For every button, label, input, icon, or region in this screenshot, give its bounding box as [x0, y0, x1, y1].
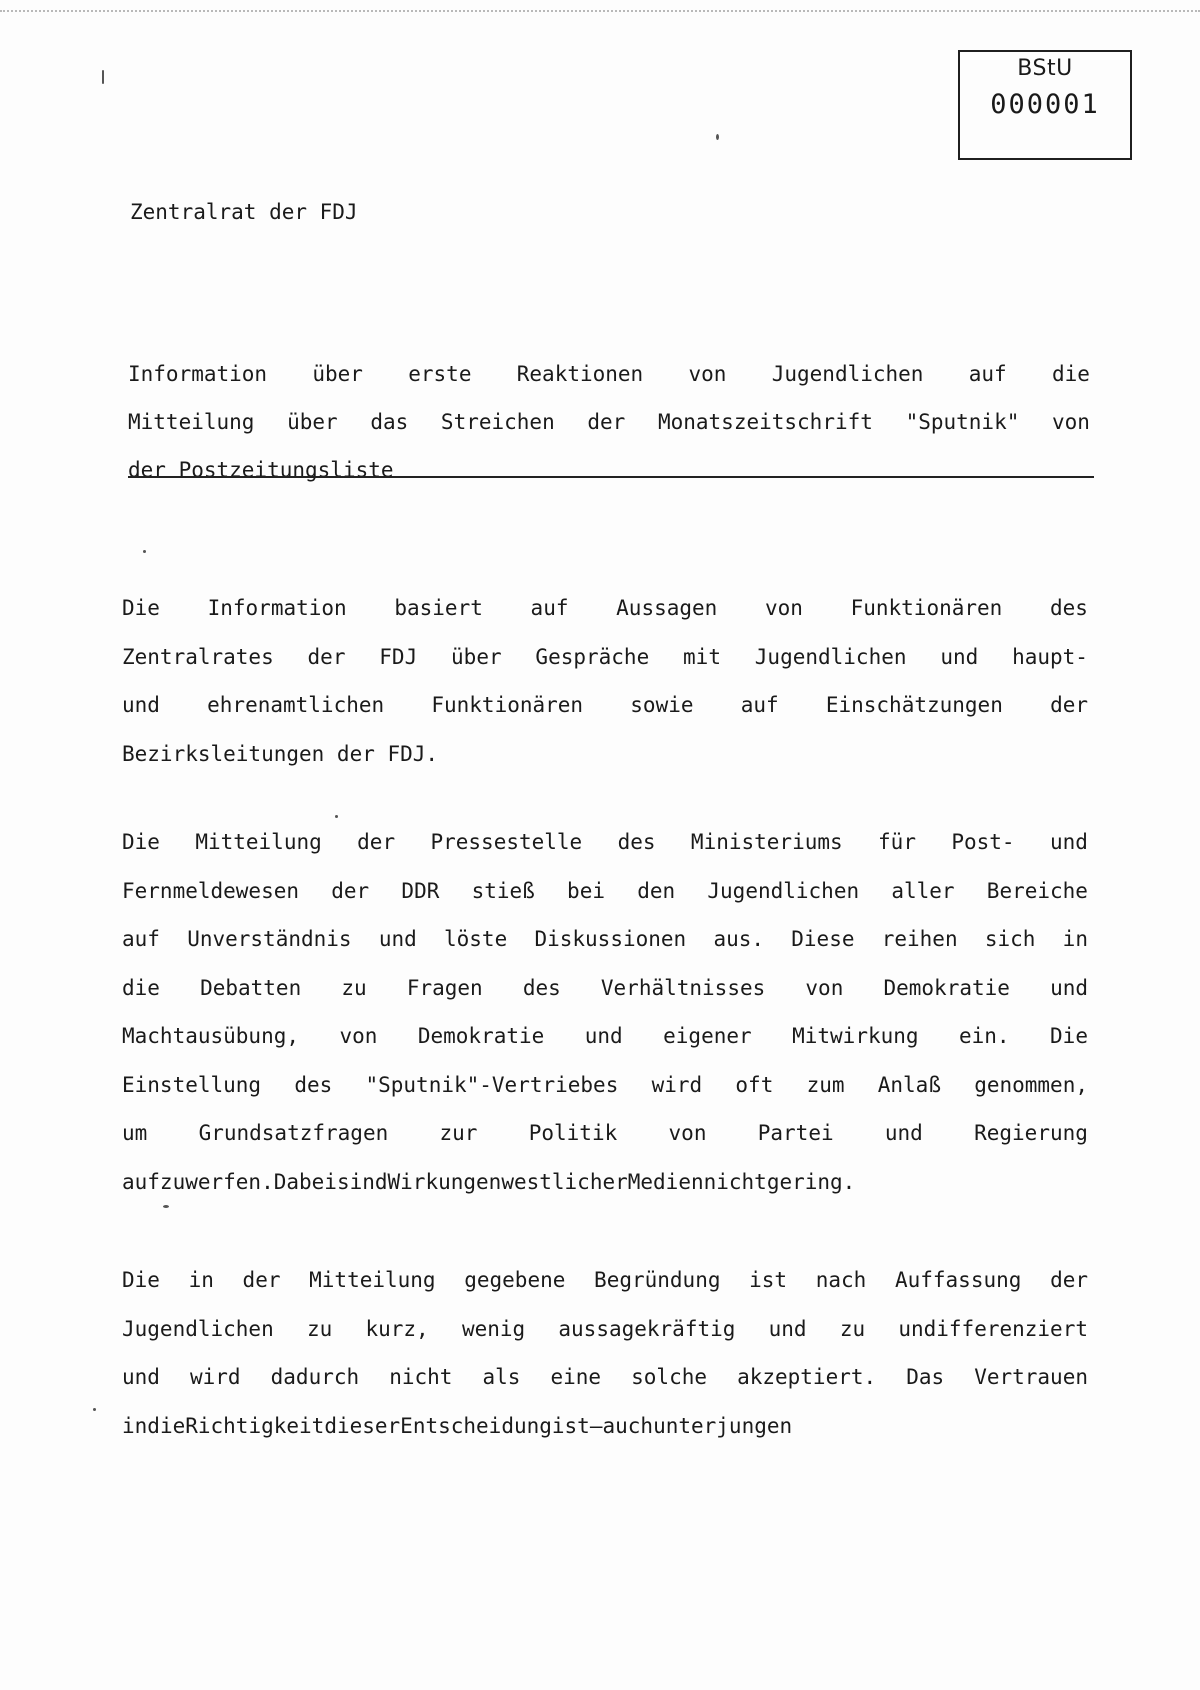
word: nach — [815, 1268, 867, 1292]
word: wenig — [461, 1316, 526, 1341]
word: des — [522, 975, 561, 1000]
word: als — [482, 1365, 521, 1389]
word: Medien — [627, 1169, 704, 1194]
word: ehrenamtlichen — [207, 693, 385, 717]
text-line — [122, 818, 1088, 867]
word: die — [1051, 362, 1090, 386]
word: Demokratie — [417, 1024, 545, 1048]
word: Streichen — [440, 410, 555, 434]
word: Mitwirkung — [792, 1024, 919, 1048]
word: gegebene — [464, 1268, 566, 1292]
word: oft — [735, 1072, 774, 1097]
word: sind — [336, 1169, 388, 1194]
title-underline — [128, 476, 1094, 478]
word: mit — [683, 644, 721, 669]
scan-top-edge — [0, 10, 1200, 12]
word: Die — [122, 596, 160, 620]
word: jungen — [716, 1413, 793, 1438]
text-line — [122, 1402, 1088, 1451]
word: zur — [439, 1121, 478, 1145]
word: Fragen — [406, 975, 483, 1000]
word: in — [122, 1413, 148, 1438]
word: auf — [968, 362, 1007, 386]
word: der — [1050, 1268, 1088, 1292]
word: nicht — [703, 1169, 767, 1194]
word: reihen — [881, 927, 958, 951]
word: Richtigkeit — [185, 1413, 325, 1438]
word: von — [339, 1024, 378, 1048]
word: Bezirksleitungen der FDJ. — [122, 741, 439, 766]
word: der — [307, 644, 346, 669]
word: Demokratie — [883, 975, 1010, 1000]
text-line — [122, 730, 1088, 779]
word: und — [1049, 830, 1088, 854]
word: eine — [550, 1365, 602, 1389]
word: Gespräche — [535, 644, 650, 669]
word: Diese — [791, 927, 855, 951]
text-line — [128, 398, 1090, 446]
word: gering. — [766, 1169, 856, 1194]
word: Vertrauen — [974, 1365, 1088, 1389]
word: Verhältnisses — [600, 975, 766, 1000]
word: genommen, — [974, 1072, 1088, 1097]
word: Dabei — [273, 1169, 337, 1194]
word: Fernmeldewesen — [122, 878, 300, 903]
text-line — [122, 633, 1088, 682]
word: Mitteilung — [195, 830, 322, 854]
word: Einstellung — [122, 1072, 262, 1097]
word: "Sputnik" — [905, 410, 1020, 434]
word: der — [1050, 693, 1088, 717]
word: um — [122, 1121, 148, 1145]
word: zum — [806, 1072, 845, 1097]
word: Information — [207, 596, 347, 620]
word: von — [1052, 410, 1090, 434]
word: Partei — [757, 1121, 834, 1145]
word: und — [122, 1365, 160, 1389]
word: der — [587, 410, 626, 434]
archive-stamp — [958, 50, 1132, 160]
text-line — [128, 350, 1090, 398]
paragraph-3 — [122, 1256, 1088, 1450]
text-line — [122, 1061, 1088, 1110]
word: die — [122, 975, 160, 1000]
word: auch — [602, 1413, 654, 1438]
word: und — [1050, 975, 1088, 1000]
word: solche — [631, 1365, 707, 1389]
word: ein. — [959, 1024, 1010, 1048]
word: Wirkungen — [387, 1169, 502, 1194]
word: Diskussionen — [534, 927, 687, 951]
word: in — [1062, 927, 1088, 951]
word: Monatszeitschrift — [657, 410, 873, 434]
word: bei — [567, 878, 605, 903]
word: Pressestelle — [430, 830, 583, 854]
word: "Sputnik"-Vertriebes — [365, 1072, 619, 1097]
word: Das — [906, 1365, 945, 1389]
word: Funktionären — [431, 693, 584, 717]
word: für — [878, 830, 916, 854]
text-line — [128, 446, 1090, 494]
word: FDJ — [379, 644, 418, 669]
word: und — [940, 644, 979, 669]
scan-speck — [93, 1408, 96, 1411]
word: Grundsatzfragen — [198, 1121, 389, 1145]
word: Die — [122, 1268, 160, 1292]
word: der — [331, 878, 370, 903]
word: Anlaß — [877, 1072, 941, 1097]
word: von — [688, 362, 727, 386]
word: löste — [444, 927, 508, 951]
word: der — [357, 830, 396, 854]
word: des — [1049, 596, 1088, 620]
word: – — [589, 1413, 603, 1438]
word: über — [287, 410, 338, 434]
word: undifferenziert — [898, 1316, 1088, 1341]
word: Mitteilung — [128, 410, 255, 434]
word: und — [378, 927, 417, 951]
word: Auffassung — [894, 1268, 1022, 1292]
word: die — [147, 1413, 186, 1438]
word: sich — [984, 927, 1036, 951]
stamp-number: 000001 — [990, 89, 1100, 120]
word: Die — [122, 830, 160, 854]
text-line — [122, 681, 1088, 730]
scan-speck — [716, 134, 719, 140]
word: Zentralrates — [122, 644, 274, 669]
text-line — [122, 964, 1088, 1013]
word: auf — [740, 693, 779, 717]
word: aufzuwerfen. — [122, 1169, 274, 1194]
word: haupt- — [1012, 644, 1088, 669]
word: des — [617, 830, 656, 854]
text-line — [122, 1012, 1088, 1061]
word: Einschätzungen — [825, 693, 1003, 717]
word: Aussagen — [616, 596, 718, 620]
word: wird — [190, 1365, 241, 1389]
word: von — [668, 1121, 707, 1145]
word: auf — [530, 596, 569, 620]
word: erste — [408, 362, 472, 386]
word: Mitteilung — [309, 1268, 436, 1292]
word: Jugendlichen — [771, 362, 924, 386]
word: Politik — [528, 1121, 618, 1145]
word: den — [637, 878, 676, 903]
word: unter — [653, 1413, 717, 1438]
word: zu — [839, 1316, 866, 1341]
word: sowie — [630, 693, 694, 717]
text-line — [122, 1158, 1088, 1207]
paragraph-2 — [122, 818, 1088, 1206]
word: Debatten — [200, 975, 302, 1000]
text-line — [122, 867, 1088, 916]
text-line — [122, 584, 1088, 633]
text-line — [122, 1256, 1088, 1305]
word: das — [370, 410, 409, 434]
paragraph-1 — [122, 584, 1088, 778]
word: dadurch — [270, 1365, 360, 1389]
word: Jugendlichen — [122, 1316, 274, 1341]
word: Funktionären — [850, 596, 1003, 620]
word: der Postzeitungsliste — [128, 458, 394, 482]
word: basiert — [394, 596, 483, 620]
word: DDR — [401, 878, 440, 903]
word: und — [768, 1316, 807, 1341]
word: von — [805, 975, 844, 1000]
word: Begründung — [594, 1268, 721, 1292]
word: und — [884, 1121, 923, 1145]
word: Jugendlichen — [754, 644, 907, 669]
word: Die — [1050, 1024, 1088, 1048]
word: Information — [128, 362, 268, 386]
word: aller — [891, 878, 955, 903]
stamp-label: BStU — [1017, 56, 1073, 81]
word: Reaktionen — [516, 362, 644, 386]
word: in — [188, 1268, 214, 1292]
word: der — [242, 1268, 281, 1292]
word: Ministeriums — [690, 830, 843, 854]
document-title — [128, 350, 1090, 494]
word: Post- — [951, 830, 1015, 854]
word: über — [312, 362, 363, 386]
word: eigener — [663, 1024, 752, 1048]
word: und — [584, 1024, 623, 1048]
word: Regierung — [974, 1121, 1088, 1145]
text-line — [122, 1109, 1088, 1158]
word: zu — [306, 1316, 333, 1341]
word: Bereiche — [986, 878, 1088, 903]
text-line — [122, 1353, 1088, 1402]
word: Machtausübung, — [122, 1024, 300, 1048]
word: und — [122, 693, 160, 717]
word: ist — [749, 1268, 788, 1292]
text-line — [122, 915, 1088, 964]
word: dieser — [324, 1413, 401, 1438]
word: aussagekräftig — [558, 1316, 736, 1341]
word: zu — [341, 975, 367, 1000]
word: akzeptiert. — [737, 1365, 877, 1389]
sender-line: Zentralrat der FDJ — [130, 200, 358, 224]
word: Unverständnis — [187, 927, 352, 951]
word: westlicher — [501, 1169, 628, 1194]
word: Jugendlichen — [707, 878, 860, 903]
word: aus. — [713, 927, 765, 951]
word: Entscheidung — [400, 1413, 552, 1438]
word: von — [764, 596, 803, 620]
word: wird — [651, 1072, 703, 1097]
word: über — [451, 644, 502, 669]
text-line — [122, 1305, 1088, 1354]
word: kurz, — [365, 1316, 429, 1341]
word: nicht — [389, 1365, 453, 1389]
word: stieß — [471, 878, 535, 903]
word: auf — [122, 927, 160, 951]
word: des — [294, 1072, 333, 1097]
word: ist — [551, 1413, 590, 1438]
scan-speck — [102, 70, 104, 84]
scan-speck — [143, 550, 146, 553]
